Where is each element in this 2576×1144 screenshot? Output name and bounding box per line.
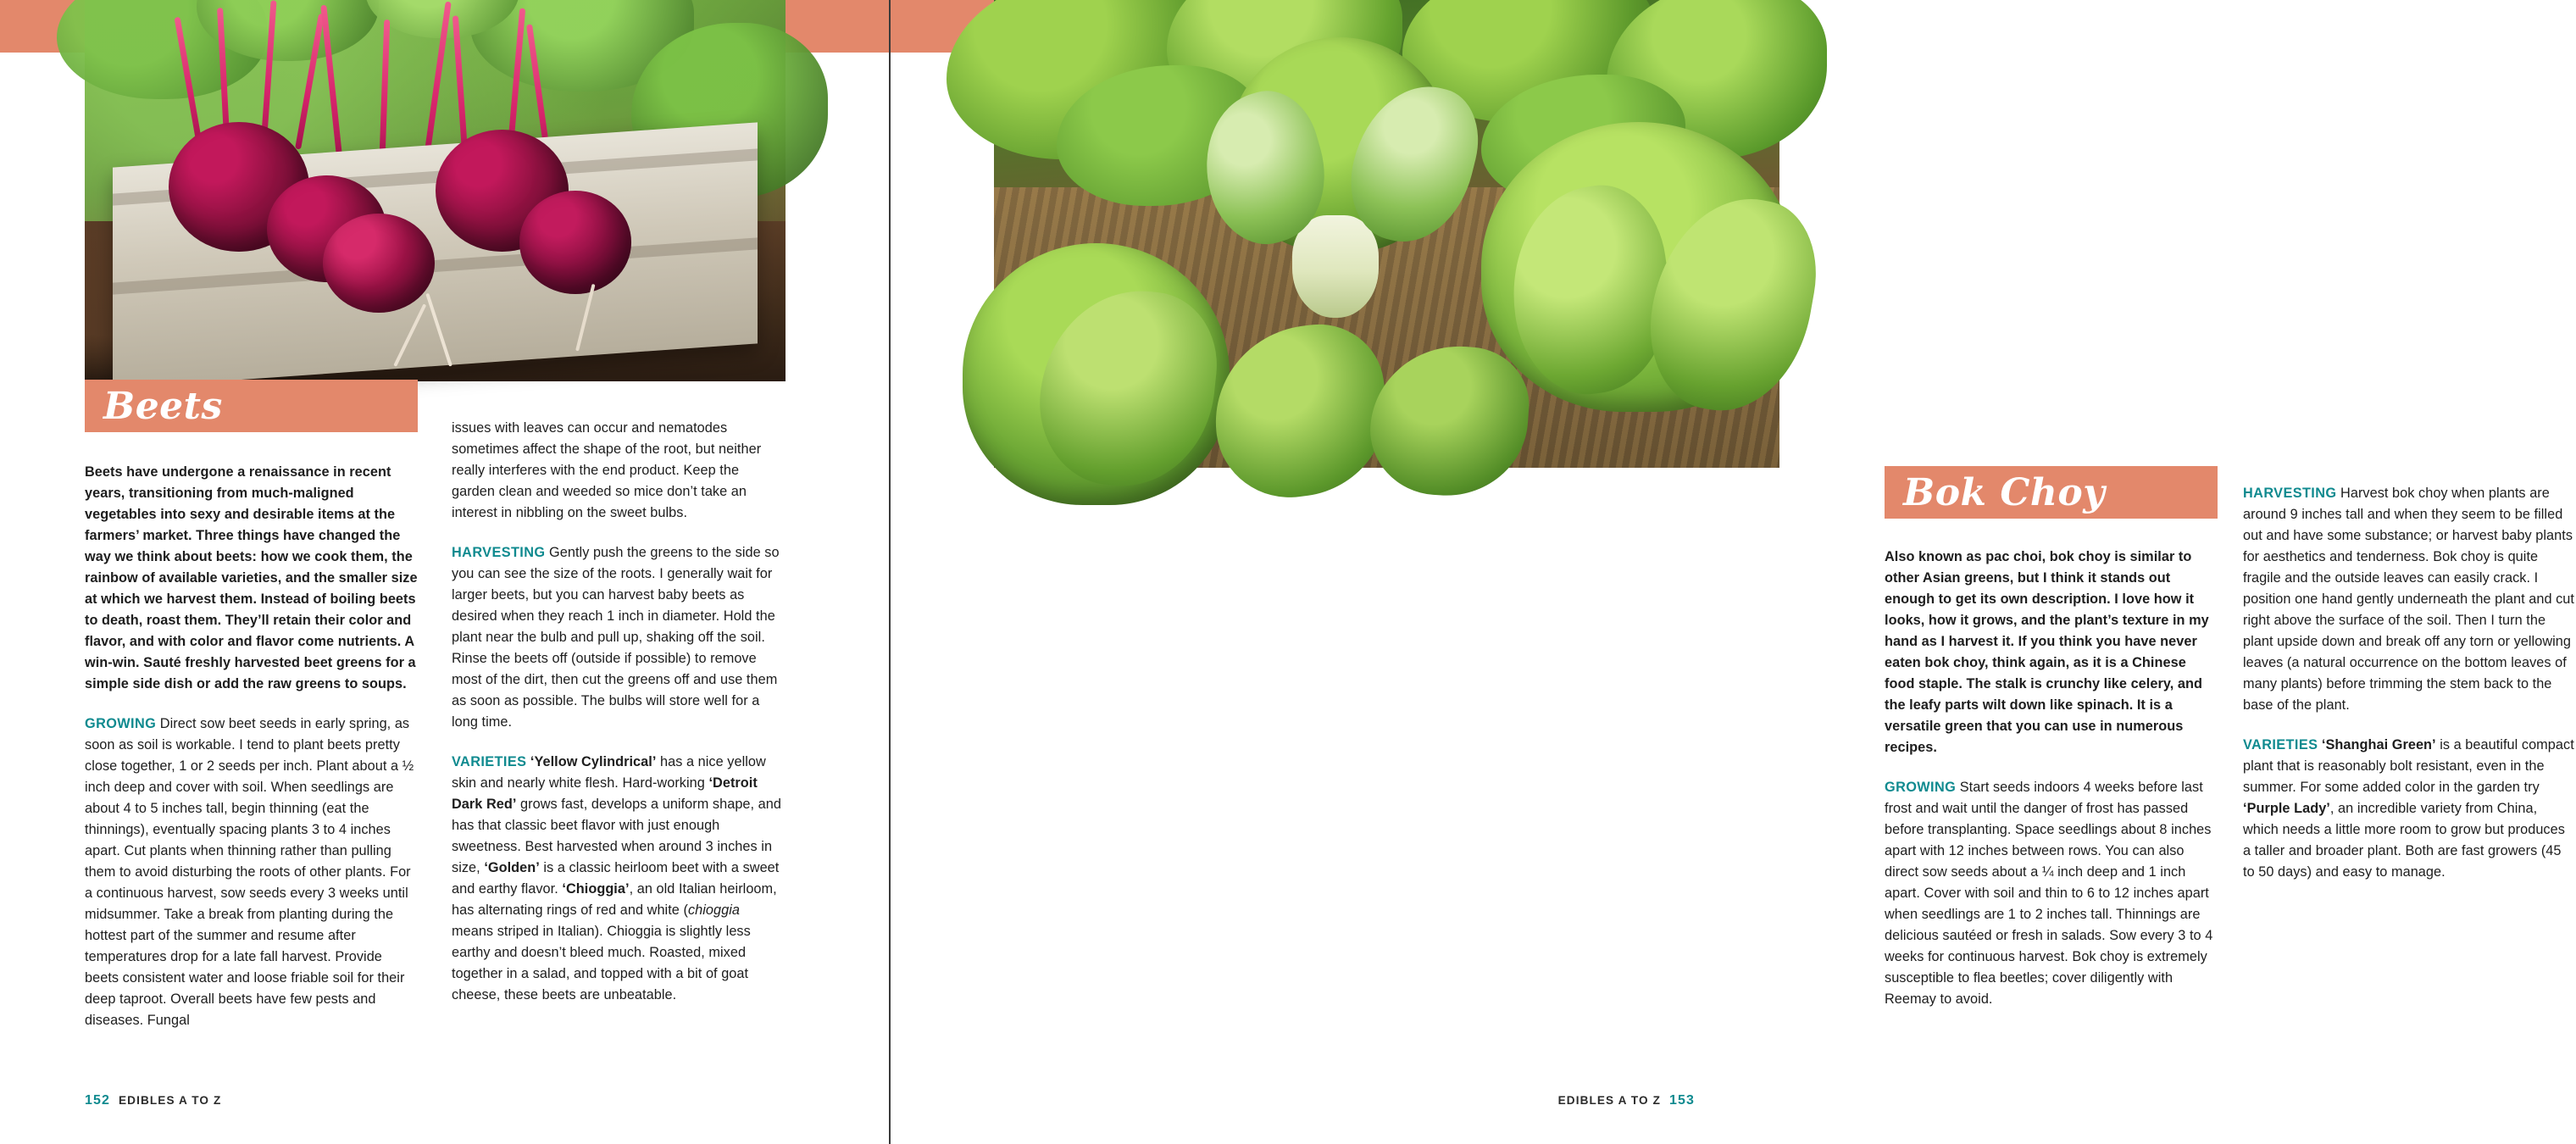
growing-text: Direct sow beet seeds in early spring, as soon as soil is workable. I tend to plant beets pretty close together, 1 or 2 seeds per inch. Plant about a ½ inch deep and cover with soil. When seedlings are about 4 to 5 inches tall, begin thinning (eat the thinnings), eventually spacing plants 3 to 4 inches apart. Cut plants when thinning rather than pulling them to avoid disturbing the roots of other plants. For a continuous harvest, sow seeds every 3 weeks until midsummer. Take a break from planting during the hottest part of the summer and resume after temperatures drop for a late fall harvest. Provide beets consistent water and loose friable soil for their deep taproot. Overall beets have few pests and diseases. Fungal (85, 716, 414, 1028)
page-number: 153 (1669, 1093, 1695, 1108)
footer-section-label: EDIBLES A TO Z (1557, 1094, 1661, 1107)
harvesting-text: Harvest bok choy when plants are around 9 inches tall and when they seem to be filled out and have some substance; or harvest baby plants for aesthetics and tenderness. Bok choy is quite fragile and the outside leaves can easily crack. I position one hand gently underneath the plant and cut right above the surface of the soil. Then I turn the plant upside down and break off any torn or yellowing leaves (a natural occurrence on the bottom leaves of many plants) before trimming the stem back to the base of the plant. (2243, 486, 2574, 713)
bok-choy-harvesting-paragraph (2243, 483, 2576, 716)
footer-section-label: EDIBLES A TO Z (119, 1094, 222, 1107)
beet-root (519, 191, 631, 294)
growing-label: GROWING (1885, 780, 1957, 795)
varieties-text: has a nice yellow skin and nearly white flesh. Hard-working (452, 754, 766, 791)
footer-right (1558, 1093, 1695, 1108)
beets-intro-paragraph: Beets have undergone a renaissance in recent years, transitioning from much-maligned vegetables into sexy and desirable items at the farmers’ market. Three things have changed the way we think about beets: how we cook them, the rainbow of available varieties, and the smaller size at which we harvest them. Instead of boiling beets to death, roast them. They’ll retain their color and flavor, and with color and flavor come nutrients. A win-win. Sauté freshly harvested beet greens for a simple side dish or add the raw greens to soups. (85, 464, 418, 691)
beet-root (323, 214, 435, 313)
variety-name: ‘Shanghai Green’ (2321, 737, 2436, 752)
harvesting-label: HARVESTING (2243, 486, 2337, 501)
beets-intro-continuation: issues with leaves can occur and nematodes sometimes affect the shape of the root, but neither really interferes with the end product. Keep the garden clean and weeded so mice don’t take an interest in nibbling on the sweet bulbs. (452, 420, 762, 520)
page-number: 152 (85, 1093, 110, 1108)
beets-column-2 (452, 418, 785, 1006)
variety-name: ‘Purple Lady’ (2243, 801, 2330, 816)
variety-name: ‘Yellow Cylindrical’ (530, 754, 657, 769)
bok-choy-column-2 (2243, 483, 2576, 883)
chapter-title-beets (85, 380, 418, 432)
beets-column-1 (85, 462, 418, 1031)
beets-harvesting-paragraph (452, 542, 785, 733)
varieties-text: , an incredible variety from China, which needs a little more room to grow but produces a taller and broader plant. Both are fast growers (45 to 50 days) and easy to manage. (2243, 801, 2565, 880)
varieties-text: means striped in Italian). Chioggia is slightly less earthy and doesn’t bleed much. Roasted, mixed together in a salad, and topped with a bit of goat cheese, these beets are unbeatable. (452, 924, 751, 1002)
harvesting-text: Gently push the greens to the side so you can see the size of the roots. I generally wait for larger beets, but you can harvest baby beets as desired when they reach 1 inch in diameter. Hold the plant near the bulb and pull up, shaking off the soil. Rinse the beets off (outside if possible) to remove most of the dirt, then cut the greens off and use them as soon as possible. The bulbs will store well for a long time. (452, 545, 780, 730)
bok-choy-growing-paragraph (1885, 777, 2218, 1010)
varieties-text: is a beautiful compact plant that is reasonably bolt resistant, even in the summer. For some added color in the garden try (2243, 737, 2574, 795)
harvesting-label: HARVESTING (452, 545, 546, 560)
bok-choy-column-1 (1885, 547, 2218, 1010)
growing-text: Start seeds indoors 4 weeks before last frost and wait until the danger of frost has passed before transplanting. Space seedlings about 8 inches apart with 12 inches between rows. You can also direct sow seeds about a ¼ inch deep and 1 inch apart. Cover with soil and thin to 6 to 12 inches apart when seedlings are 1 to 2 inches tall. Thinnings are delicious sautéed or fresh in salads. Sow every 3 to 4 weeks for continuous harvest. Bok choy is extremely susceptible to flea beetles; cover diligently with Reemay to avoid. (1885, 780, 2213, 1007)
spread-gutter (889, 0, 891, 1144)
varieties-italic-term: chioggia (687, 902, 741, 918)
bok-choy-intro-paragraph: Also known as pac choi, bok choy is similar to other Asian greens, but I think it stands out enough to get its own description. I love how it looks, how it grows, and the plant’s texture in my hand as I harvest it. If you think you have never eaten bok choy, think again, as it is a Chinese food staple. The stalk is crunchy like celery, and the leafy parts wilt down like spinach. It is a versatile green that you can use in numerous recipes. (1885, 549, 2209, 755)
varieties-text: grows fast, develops a uniform shape, and has that classic beet flavor with just enough sweetness. Best harvested when around 3 inches in size, (452, 797, 781, 875)
chapter-title-bok-choy (1885, 466, 2218, 519)
footer-left (85, 1093, 221, 1108)
bok-choy-hero-photo (994, 0, 1779, 468)
variety-name: ‘Golden’ (484, 860, 540, 875)
varieties-text: , an old Italian heirloom, has alternating rings of red and white ( (452, 881, 777, 918)
variety-name: ‘Chioggia’ (562, 881, 630, 897)
varieties-label: VARIETIES (452, 754, 527, 769)
varieties-text: is a classic heirloom beet with a sweet and earthy flavor. (452, 860, 780, 897)
bok-choy-stem (1292, 215, 1379, 318)
chapter-title-text: Beets (103, 384, 223, 428)
varieties-label: VARIETIES (2243, 737, 2318, 752)
chapter-title-text: Bok Choy (1903, 470, 2106, 514)
growing-label: GROWING (85, 716, 157, 731)
bok-choy-varieties-paragraph (2243, 735, 2576, 883)
left-page (0, 0, 890, 1144)
beets-growing-paragraph (85, 714, 418, 1031)
beets-varieties-paragraph (452, 752, 785, 1006)
variety-name: ‘Detroit Dark Red’ (452, 775, 758, 812)
right-page (890, 0, 2574, 1144)
beets-hero-photo (85, 0, 786, 381)
